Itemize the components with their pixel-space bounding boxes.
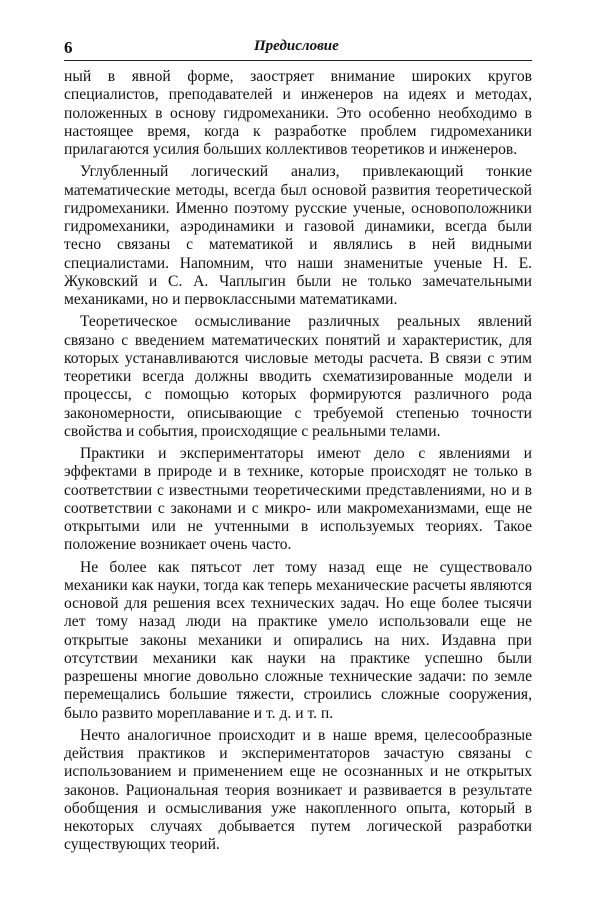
paragraph: Практики и экспериментаторы имеют дело с явлениями и эффектами в природе и в технике, которые происходят не только в соответствии с известными теоретическими представлениями, но и в соответствии с законами и с микро- или макромеханизмами, еще не открытыми или не учтенными в используемых теориях. Такое положение возникает очень часто.: [64, 445, 532, 554]
paragraph: Теоретическое осмысливание различных реальных явлений связано с введением математических понятий и характеристик, для которых устанавливаются числовые методы расчета. В связи с этим теоретики всегда должны вводить схематизированные модели и процессы, с помощью которых формируются различного рода закономерности, описывающие с требуемой степенью точности свойства и события, происходящие с реальными телами.: [64, 313, 532, 440]
paragraph: Углубленный логический анализ, привлекающий тонкие математические методы, всегда был основой развития теоретической гидромеханики. Именно поэтому русские ученые, основоположники гидромеханики, аэродинамики и газовой динамики, всегда были тесно связаны с математикой и являлись в ней видными специалистами. Напомним, что наши знаменитые ученые Н. Е. Жуковский и С. А. Чаплыгин были не только замечательными механиками, но и первоклассными математиками.: [64, 163, 532, 308]
running-title: Предисловие: [254, 38, 339, 54]
paragraph: ный в явной форме, заостряет внимание широких кругов специалистов, преподавателей и инженеров на идеях и методах, положенных в основу гидромеханики. Это особенно необходимо в настоящее время, когда к разработке проблем гидромеханики прилагаются усилия больших коллективов теоретиков и инженеров.: [64, 68, 532, 158]
paragraph: Не более как пятьсот лет тому назад еще не существовало механики как науки, тогда как теперь механические расчеты являются основой для решения всех технических задач. Но еще более тысячи лет тому назад люди на практике умело использовали еще не открытые законы механики и опирались на них. Издавна при отсутствии механики как науки на практике успешно были разрешены многие довольно сложные технические задачи: по земле перемещались большие тяжести, строились сложные сооружения, было развито мореплавание и т. д. и т. п.: [64, 558, 532, 722]
paragraph: Нечто аналогичное происходит и в наше время, целесообразные действия практиков и экспериментаторов зачастую связаны с использованием и применением еще не осознанных и не открытых законов. Рациональная теория возникает и развивается в результате обобщения и осмысливания уже накопленного опыта, который в некоторых случаях добывается путем логической разработки существующих теорий.: [64, 726, 532, 854]
body-text: [64, 68, 532, 859]
page-header: [64, 36, 532, 61]
page-number: 6: [64, 38, 73, 57]
